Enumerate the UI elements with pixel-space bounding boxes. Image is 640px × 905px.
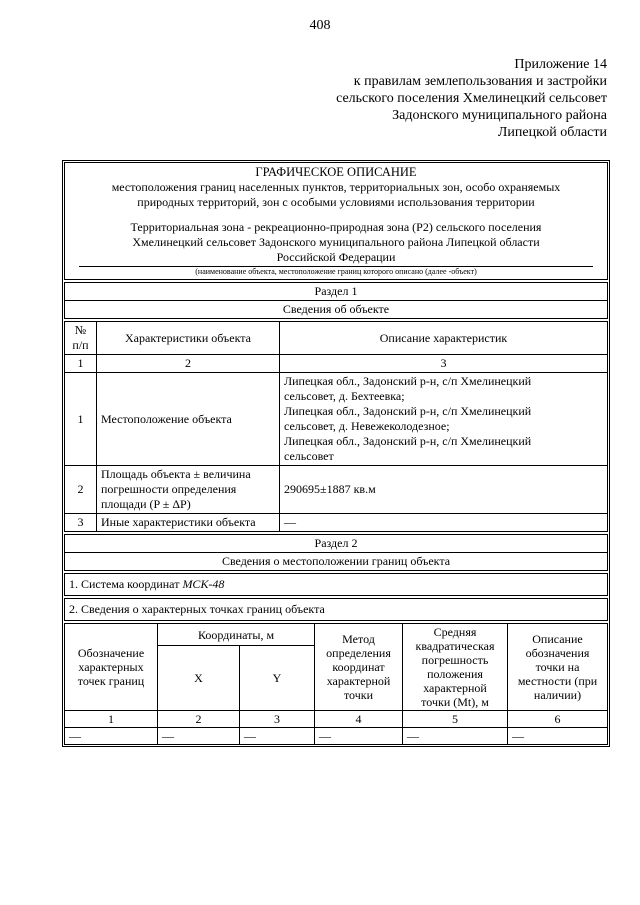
title-block <box>64 162 608 280</box>
column-number: 1 <box>65 355 97 373</box>
section1-heading <box>64 282 608 319</box>
column-header-error <box>403 624 508 711</box>
header-line: квадратическая <box>415 639 495 653</box>
name-line: Площадь объекта ± величина <box>101 467 251 481</box>
header-line: точки на <box>535 660 580 674</box>
appendix-header <box>336 56 607 141</box>
header-line: наличии) <box>533 688 582 702</box>
table-cell: — <box>158 728 240 745</box>
header-line: определения <box>326 646 391 660</box>
boundary-points-table <box>64 623 608 745</box>
header-line: точек границ <box>77 674 145 688</box>
header-line: характерных <box>78 660 144 674</box>
document-subtitle: местоположения границ населенных пунктов, территориальных зон, особо охраняемых <box>111 180 561 194</box>
header-line: характерной <box>423 681 487 695</box>
row-number: 1 <box>65 373 97 466</box>
header-line: положения <box>427 667 483 681</box>
appendix-line: сельского поселения Хмелинецкий сельсовет <box>336 91 607 106</box>
header-line: точки <box>343 688 374 702</box>
column-number: 1 <box>65 711 158 728</box>
section1-title: Раздел 1 <box>65 283 607 301</box>
document-subtitle: природных территорий, зон с особыми условиями использования территории <box>137 195 535 209</box>
appendix-line: к правилам землепользования и застройки <box>353 74 607 89</box>
table-header-row <box>65 322 608 355</box>
graphic-description-form <box>62 160 610 747</box>
document-title: ГРАФИЧЕСКОЕ ОПИСАНИЕ <box>255 165 417 179</box>
object-info-table <box>64 321 608 532</box>
column-number: 6 <box>508 711 608 728</box>
column-header-coordinates: Координаты, м <box>158 624 315 646</box>
table-cell: — <box>65 728 158 745</box>
description-line: сельсовет, д. Бехтеевка; <box>284 389 405 403</box>
appendix-line: Приложение 14 <box>514 57 607 72</box>
column-header: Описание характеристик <box>280 322 608 355</box>
description-line: сельсовет, д. Невежеколодезное; <box>284 419 450 433</box>
object-note: (наименование объекта, местоположение границ которого описано (далее -объект) <box>195 267 477 276</box>
header-line: характерной <box>326 674 391 688</box>
column-header-method <box>315 624 403 711</box>
section2-title: Раздел 2 <box>65 535 607 553</box>
column-number: 2 <box>97 355 280 373</box>
section1-table-wrap <box>64 321 608 532</box>
header-line: Описание <box>532 632 583 646</box>
header-line: Метод <box>342 632 375 646</box>
table-cell: — <box>240 728 315 745</box>
header-line: Средняя <box>433 625 477 639</box>
object-name: Российской Федерации <box>276 250 396 264</box>
column-number-row <box>65 355 608 373</box>
coordinate-system-label: 1. Система координат <box>69 577 183 591</box>
description-line: Липецкая обл., Задонский р-н, с/п Хмелинецкий <box>284 404 532 418</box>
points-title: 2. Сведения о характерных точках границ объекта <box>64 598 608 621</box>
section1-subtitle: Сведения об объекте <box>282 302 390 316</box>
table-row <box>65 514 608 532</box>
description-line: Липецкая обл., Задонский р-н, с/п Хмелинецкий <box>284 434 532 448</box>
object-name: Территориальная зона - рекреационно-природная зона (Р2) сельского поселения <box>130 220 542 234</box>
column-number: 3 <box>240 711 315 728</box>
coordinate-system-name: МСК-48 <box>182 577 225 591</box>
characteristic-name <box>97 466 280 514</box>
characteristic-description: — <box>280 514 608 532</box>
appendix-line: Липецкой области <box>497 125 607 140</box>
column-header-y: Y <box>240 646 315 711</box>
section2-heading <box>64 534 608 571</box>
header-line: обозначения <box>525 646 590 660</box>
column-header-x: X <box>158 646 240 711</box>
column-header: Характеристики объекта <box>97 322 280 355</box>
table-row <box>65 373 608 466</box>
column-number: 5 <box>403 711 508 728</box>
column-number: 3 <box>280 355 608 373</box>
object-name: Хмелинецкий сельсовет Задонского муниципального района Липецкой области <box>132 235 540 249</box>
row-number: 2 <box>65 466 97 514</box>
table-row <box>65 728 608 745</box>
characteristic-name: Местоположение объекта <box>97 373 280 466</box>
header-line: погрешность <box>421 653 489 667</box>
header-line: Обозначение <box>77 646 145 660</box>
column-header-designation <box>65 624 158 711</box>
characteristic-description <box>280 373 608 466</box>
header-line: точки (Mt), м <box>421 695 489 709</box>
coordinate-system <box>64 573 608 596</box>
page-number: 408 <box>309 18 331 33</box>
name-line: погрешности определения <box>101 482 237 496</box>
table-cell: — <box>403 728 508 745</box>
name-line: площади (P ± ΔP) <box>101 497 191 511</box>
section2-subtitle: Сведения о местоположении границ объекта <box>221 554 451 568</box>
column-number: 2 <box>158 711 240 728</box>
characteristic-name: Иные характеристики объекта <box>97 514 280 532</box>
description-line: сельсовет <box>284 449 334 463</box>
column-header: № п/п <box>65 322 97 355</box>
header-line: местности (при <box>517 674 598 688</box>
column-number: 4 <box>315 711 403 728</box>
table-cell: — <box>508 728 608 745</box>
characteristic-description: 290695±1887 кв.м <box>280 466 608 514</box>
row-number: 3 <box>65 514 97 532</box>
appendix-line: Задонского муниципального района <box>392 108 607 123</box>
table-header-row <box>65 624 608 646</box>
table-row <box>65 466 608 514</box>
table-cell: — <box>315 728 403 745</box>
column-header-description <box>508 624 608 711</box>
header-line: координат <box>332 660 385 674</box>
description-line: Липецкая обл., Задонский р-н, с/п Хмелинецкий <box>284 374 532 388</box>
column-number-row <box>65 711 608 728</box>
